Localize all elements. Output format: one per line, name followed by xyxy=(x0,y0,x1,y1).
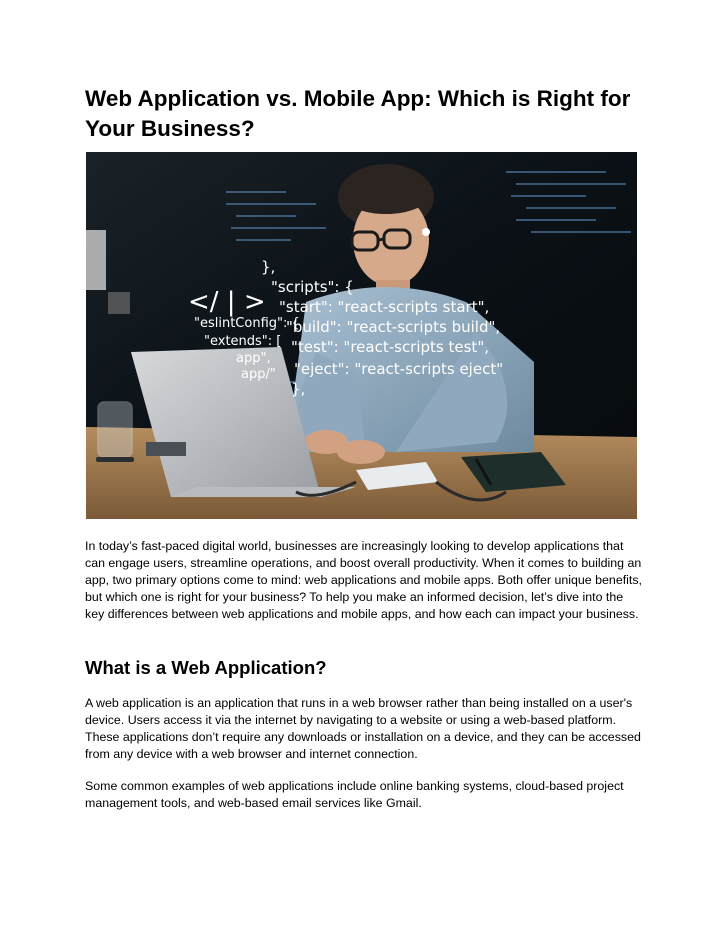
code-line: "build": "react-scripts build", xyxy=(286,318,501,336)
section-heading: What is a Web Application? xyxy=(85,657,327,678)
section-paragraph: Some common examples of web applications include online banking systems, cloud-based project management tools, and web-based email services like Gmail. xyxy=(85,779,624,811)
code-line: "eject": "react-scripts eject" xyxy=(294,360,504,378)
code-line: "scripts": { xyxy=(271,278,354,296)
code-line: }, xyxy=(261,258,276,276)
code-line-left: app", xyxy=(236,351,271,366)
hero-image xyxy=(86,152,637,519)
code-line-left: app/" xyxy=(241,367,276,382)
code-line: "start": "react-scripts start", xyxy=(279,298,490,316)
code-line: }, xyxy=(291,380,306,398)
code-line-left: "eslintConfig": { xyxy=(194,316,300,331)
code-tag-glyph: </ | > xyxy=(188,287,266,317)
intro-paragraph: In today’s fast-paced digital world, businesses are increasingly looking to develop applications that can engage users, streamline operations, and boost overall productivity. When it comes to building an app, two primary options come to mind: web applications and mobile apps. Both offer unique benefits, but which one is right for your business? To help you make an informed decision, let’s dive into the key differences between web applications and mobile apps, and how each can impact your business. xyxy=(85,539,642,622)
section-paragraph: A web application is an application that runs in a web browser rather than being installed on a user's device. Users access it via the internet by navigating to a website or using a web-based platform. These applications don’t require any downloads or installation on a device, and they can be accessed from any device with a web browser and internet connection. xyxy=(85,696,641,762)
article-title: Web Application vs. Mobile App: Which is Right for Your Business? xyxy=(85,86,631,141)
code-line: "test": "react-scripts test", xyxy=(291,338,489,356)
code-line-left: "extends": [ xyxy=(204,334,282,349)
